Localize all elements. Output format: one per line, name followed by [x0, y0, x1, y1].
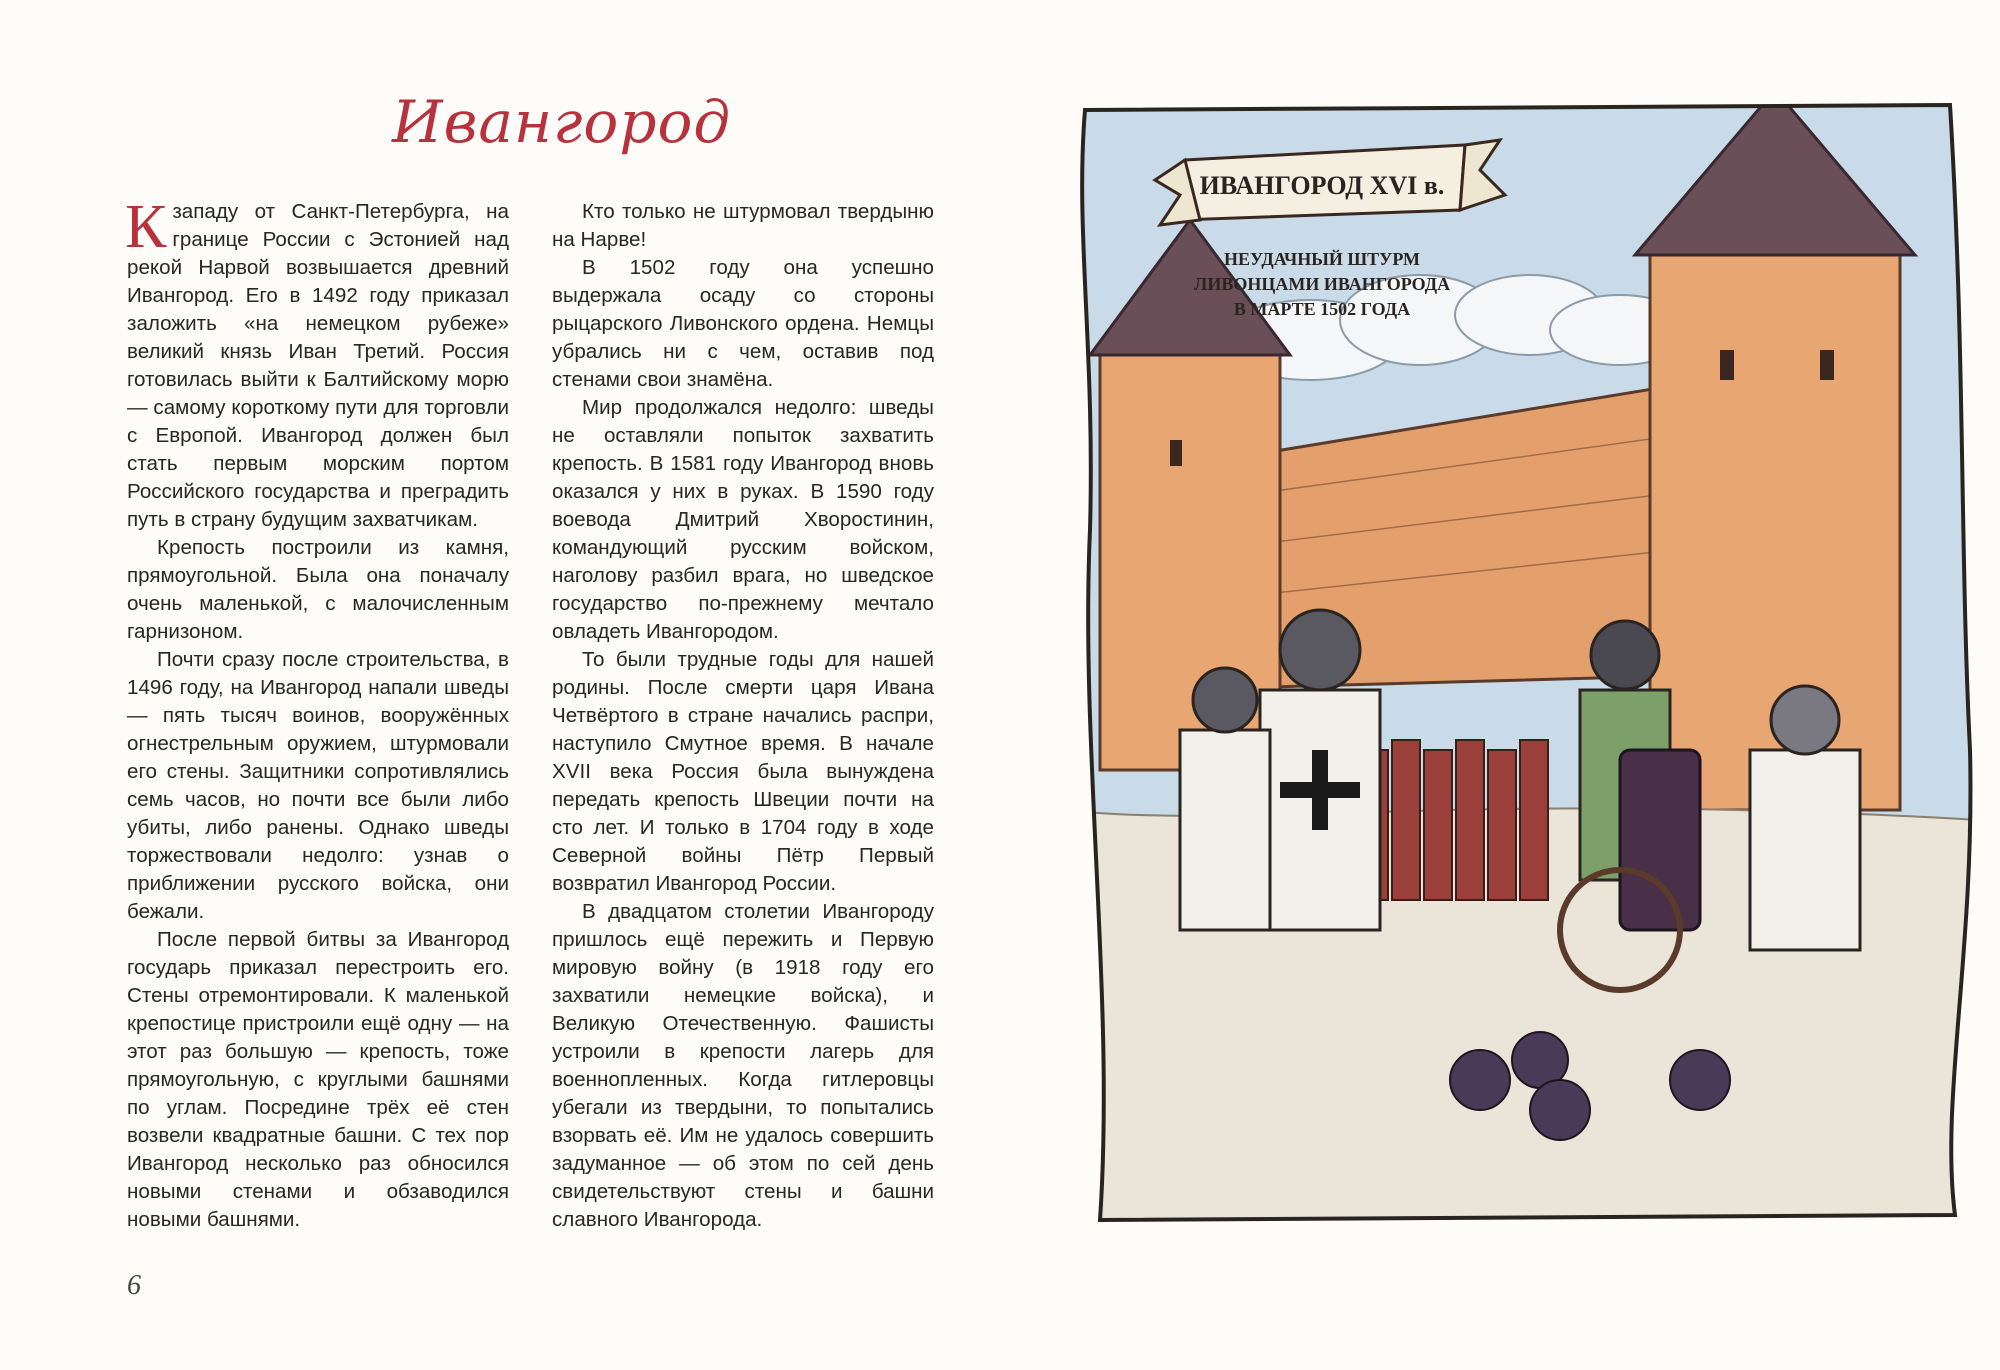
paragraph: Крепость построили из камня, прямоугольной. Была она поначалу очень маленькой, с малочисленным гарнизоном. [127, 536, 509, 643]
cannon [1620, 750, 1700, 930]
drop-cap: К [125, 193, 167, 261]
text-column-right [552, 198, 934, 1234]
banner-text: ИВАНГОРОД XVI в. [1199, 171, 1445, 200]
paragraph: Кто только не штурмовал твердыню на Нарве! [552, 200, 934, 251]
paragraph: Мир продолжался недолго: шведы не оставляли попыток захватить крепость. В 1581 году Ивангород вновь оказался у них в руках. В 1590 году воевода Дмитрий Хворостинин, командующий русским войском, наголову разбил врага, но шведское государство по-прежнему мечтало овладеть Ивангородом. [552, 396, 934, 643]
paragraph: Почти сразу после строительства, в 1496 году, на Ивангород напали шведы — пять тысяч воинов, вооружённых огнестрельным оружием, штурмовали его стены. Защитники сопротивлялись семь часов, но почти все были либо убиты, либо ранены. Однако шведы торжествовали недолго: узнав о приближении русского войска, они бежали. [127, 648, 509, 923]
paragraph: В двадцатом столетии Ивангороду пришлось ещё пережить и Первую мировую войну (в 1918 году его захватили немецкие войска), и Великую Отечественную. Фашисты устроили в крепости лагерь для военнопленных. Когда гитлеровцы убегали из твердыни, то попытались взорвать её. Им не удалось совершить задуманное — об этом по сей день свидетельствуют стены и башни славного Ивангорода. [552, 900, 934, 1231]
caption-line: НЕУДАЧНЫЙ ШТУРМ [1223, 249, 1421, 269]
paragraph: То были трудные годы для нашей родины. После смерти царя Ивана Четвёртого в стране начались распри, наступило Смутное время. В начале XVII века Россия была вынуждена передать крепость Швеции почти на сто лет. И только в 1704 году в ходе Северной войны Пётр Первый возвратил Ивангород России. [552, 648, 934, 895]
paragraph: В 1502 году она успешно выдержала осаду со стороны рыцарского Ливонского ордена. Немцы убрались ни с чем, оставив под стенами свои знамёна. [552, 256, 934, 391]
paragraph [125, 193, 509, 534]
caption-line: ЛИВОНЦАМИ ИВАНГОРОДА [1193, 274, 1451, 294]
caption-line: В МАРТЕ 1502 ГОДА [1233, 299, 1411, 319]
page-number: 6 [127, 1270, 141, 1301]
fortress-illustration [1060, 50, 1980, 1250]
page-title: Ивангород [392, 88, 732, 156]
paragraph: После первой битвы за Ивангород государь приказал перестроить его. Стены отремонтировали. К маленькой крепостице пристроили ещё одну — на этот раз большую — крепость, тоже прямоугольную, с круглыми башнями по углам. Посредине трёх её стен возвели квадратные башни. С тех пор Ивангород несколько раз обносился новыми стенами и обзаводился новыми башнями. [127, 928, 509, 1231]
text-column-left [125, 193, 509, 1234]
paragraph-text: западу от Санкт-Петербурга, на границе России с Эстонией над рекой Нарвой возвышается древний Ивангород. Его в 1492 году приказал заложить «на немецком рубеже» великий князь Иван Третий. Россия готовилась выйти к Балтийскому морю — самому короткому пути для торговли с Европой. Ивангород должен был стать первым морским портом Российского государства и преградить путь в страну будущим захватчикам. [127, 200, 509, 531]
